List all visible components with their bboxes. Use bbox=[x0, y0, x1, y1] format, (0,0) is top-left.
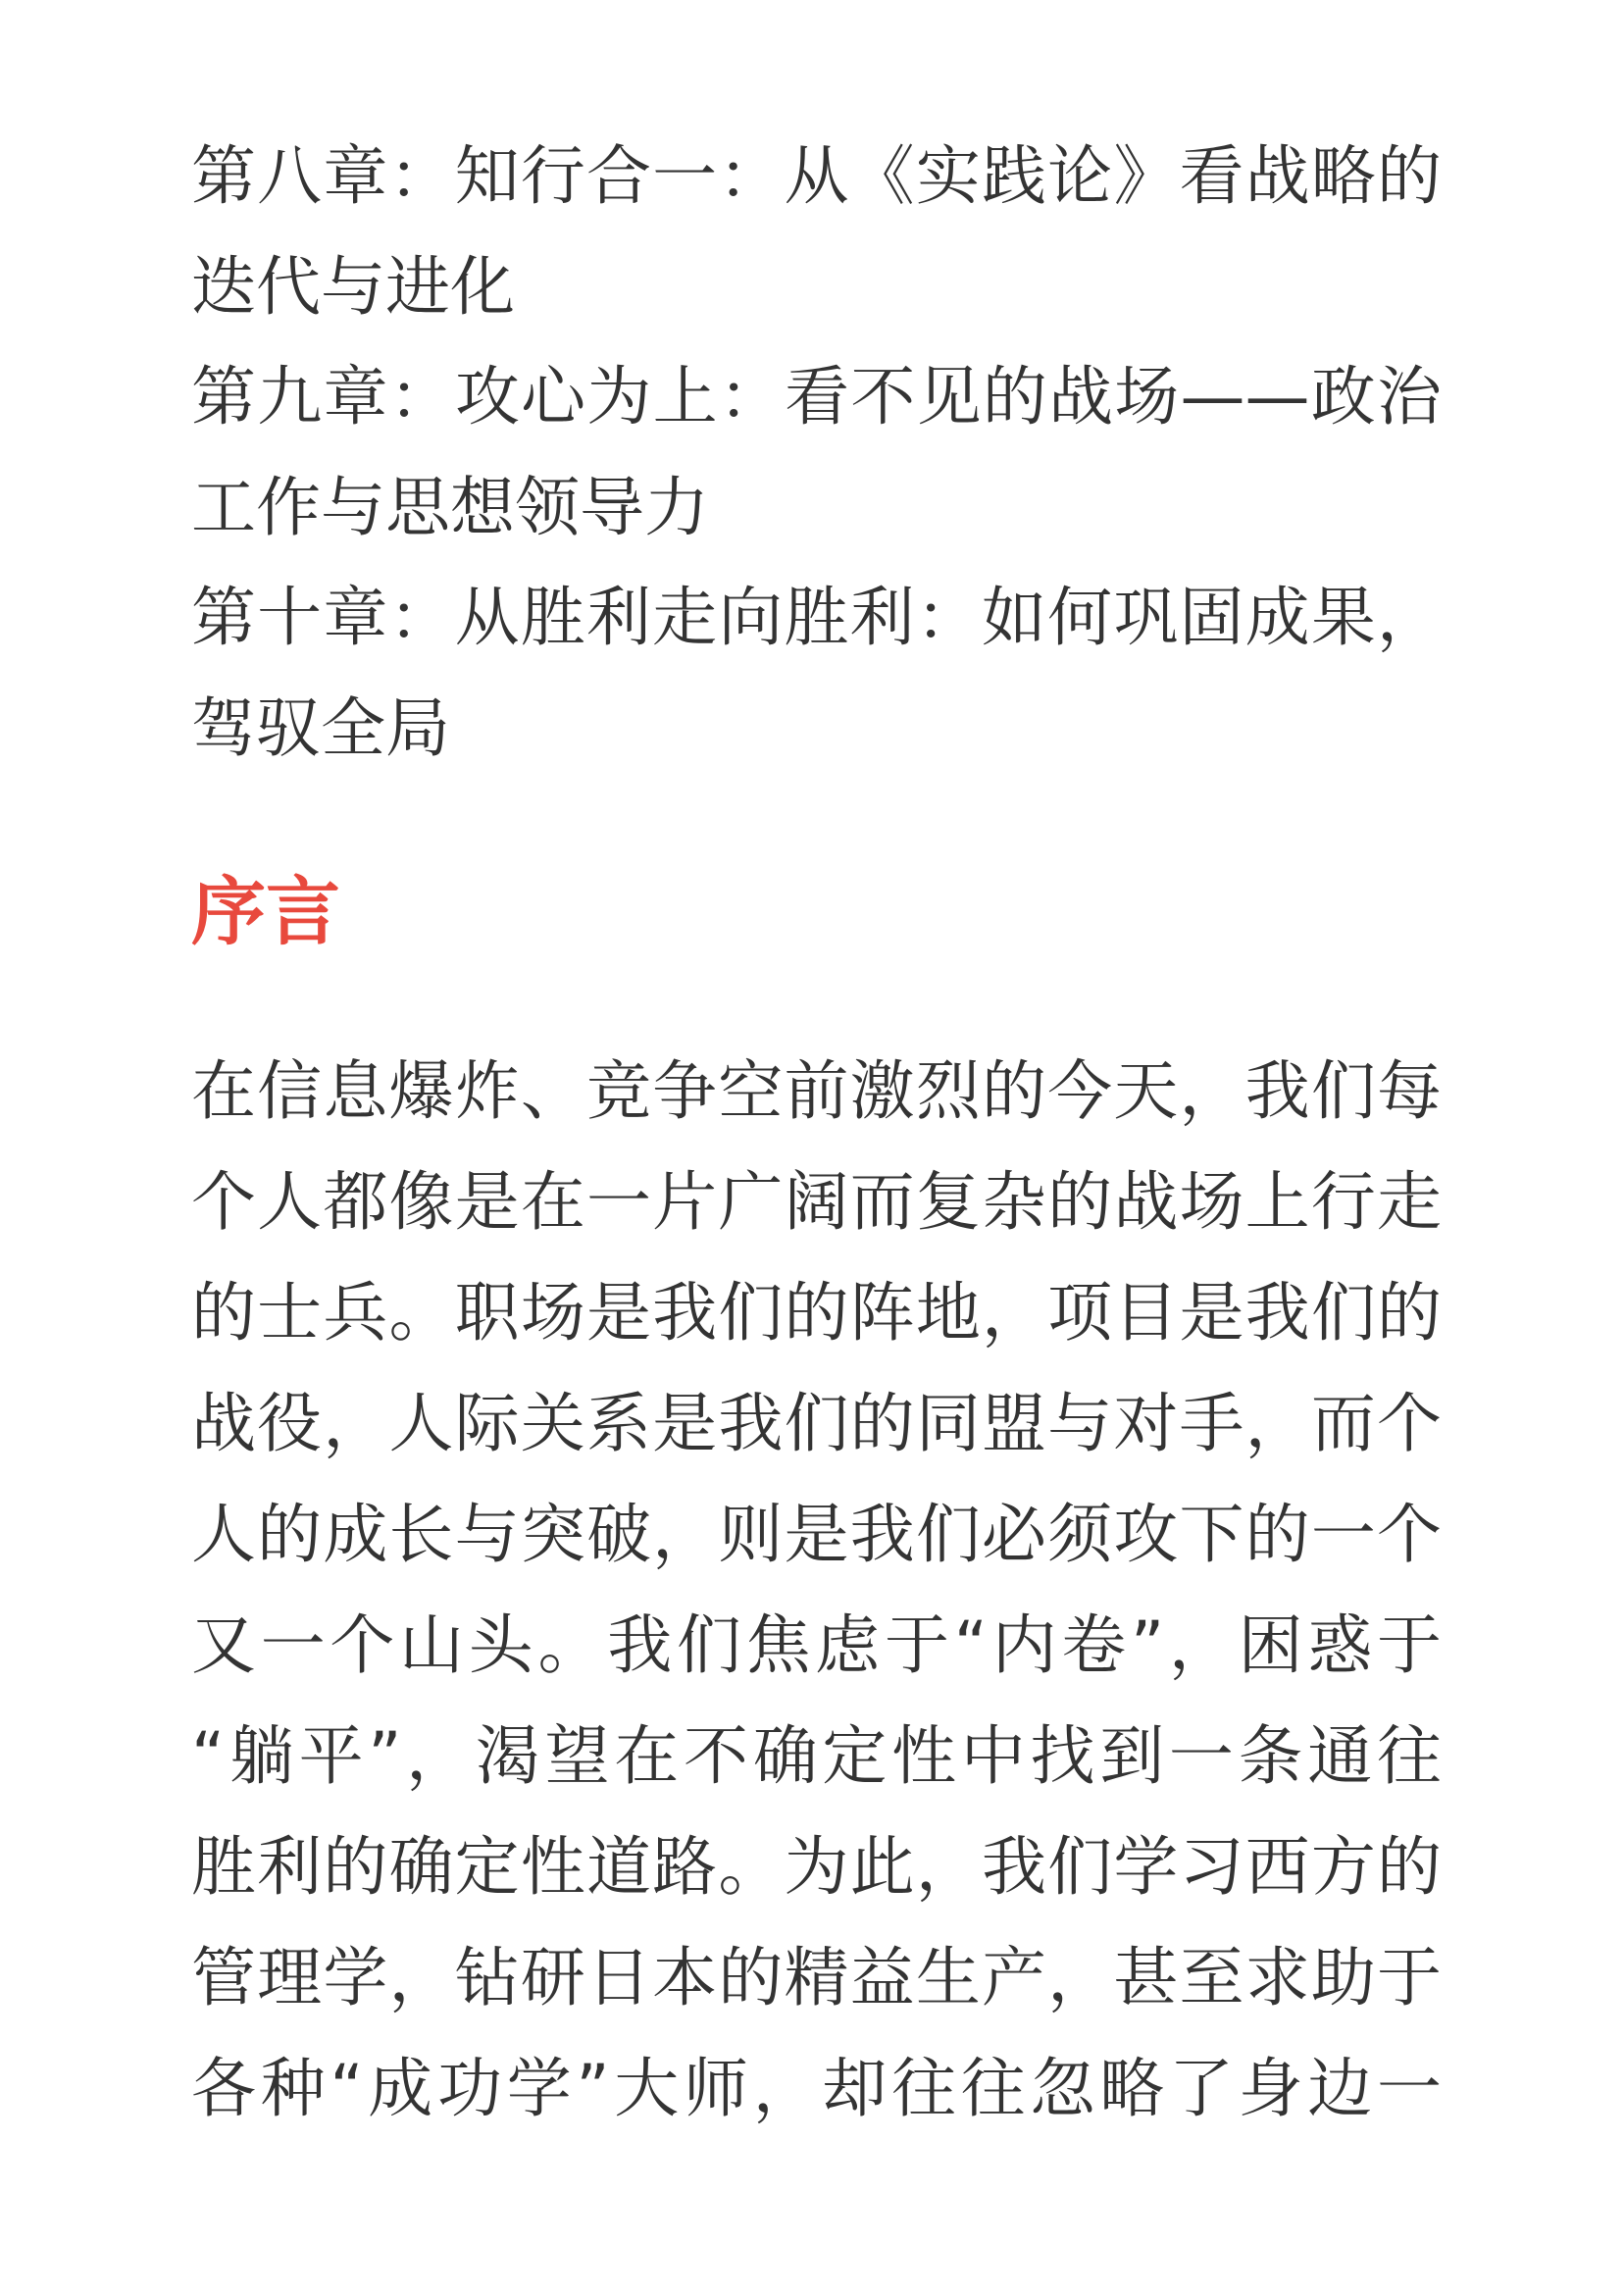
paragraph-line: 的士兵。职场是我们的阵地，项目是我们的 bbox=[191, 1275, 1442, 1351]
paragraph-line: 个人都像是在一片广阔而复杂的战场上行走 bbox=[191, 1164, 1442, 1240]
toc-entry-line: 第十章：从胜利走向胜利：如何巩固成果， bbox=[191, 580, 1442, 655]
toc-entry-line: 第九章：攻心为上：看不见的战场——政治 bbox=[191, 359, 1442, 434]
toc-entry-line: 迭代与进化 bbox=[191, 248, 515, 325]
toc-entry-chapter-9 bbox=[191, 342, 1442, 563]
preface-paragraph bbox=[191, 1036, 1442, 2144]
table-of-contents bbox=[191, 122, 1442, 784]
paragraph-line: 各种“成功学”大师，却往往忽略了身边一 bbox=[191, 2051, 1442, 2126]
toc-entry-chapter-10 bbox=[191, 563, 1442, 784]
toc-entry-line: 驾驭全局 bbox=[191, 689, 450, 766]
paragraph-line: 管理学，钻研日本的精益生产，甚至求助于 bbox=[191, 1940, 1442, 2015]
paragraph-line: 在信息爆炸、竞争空前激烈的今天，我们每 bbox=[191, 1053, 1442, 1129]
paragraph-line: 战役，人际关系是我们的同盟与对手，而个 bbox=[191, 1386, 1442, 1461]
paragraph-line: 胜利的确定性道路。为此，我们学习西方的 bbox=[191, 1829, 1442, 1905]
toc-entry-line: 第八章：知行合一：从《实践论》看战略的 bbox=[191, 138, 1442, 214]
paragraph-line: 又一个山头。我们焦虑于“内卷”，困惑于 bbox=[191, 1607, 1442, 1683]
toc-entry-chapter-8 bbox=[191, 122, 1442, 342]
paragraph-line: 人的成长与突破，则是我们必须攻下的一个 bbox=[191, 1497, 1442, 1572]
toc-entry-line: 工作与思想领导力 bbox=[191, 469, 709, 545]
section-heading-preface: 序言 bbox=[191, 868, 340, 955]
paragraph-line: “躺平”，渴望在不确定性中找到一条通往 bbox=[191, 1718, 1442, 1794]
